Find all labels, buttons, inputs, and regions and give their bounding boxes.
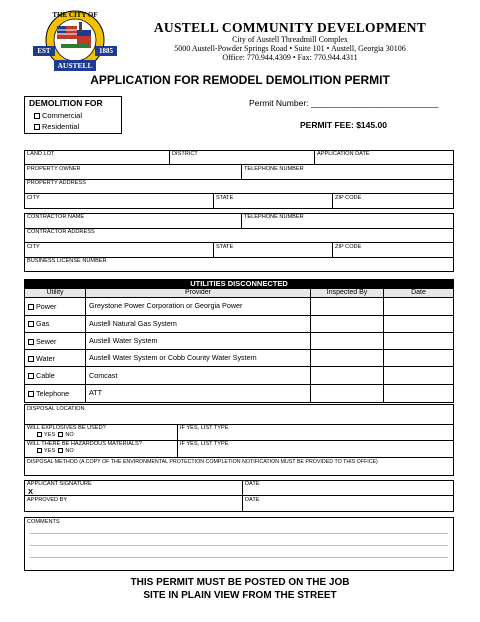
utility-telephone[interactable] — [28, 389, 69, 398]
land-lot-field[interactable]: LAND LOT — [27, 151, 55, 157]
district-field[interactable]: DISTRICT — [172, 151, 198, 157]
utility-water[interactable] — [28, 354, 55, 363]
hazardous-no-label: NO — [65, 448, 74, 454]
permit-fee: PERMIT FEE: $145.00 — [300, 120, 387, 130]
hazardous-question: WILL THERE BE HAZARDOUS MATERIALS? — [27, 441, 142, 447]
demolition-for-heading: DEMOLITION FOR — [29, 98, 103, 108]
org-subtitle: City of Austell Threadmill Complex — [232, 35, 348, 44]
hazardous-no-checkbox[interactable] — [58, 448, 63, 453]
hazardous-options — [37, 448, 74, 455]
col-inspected-by: Inspected By — [326, 289, 368, 296]
signature-date-field[interactable]: DATE — [245, 481, 260, 487]
org-address: 5000 Austell-Powder Springs Road • Suite 101 • Austell, Georgia 30106 — [174, 44, 406, 53]
footer-line-1: THIS PERMIT MUST BE POSTED ON THE JOB — [130, 577, 350, 588]
comments-label: COMMENTS — [27, 519, 60, 525]
explosives-yes-label: YES — [44, 432, 56, 438]
property-city-field[interactable]: CITY — [27, 195, 40, 201]
power-checkbox[interactable] — [28, 304, 34, 310]
utility-gas[interactable] — [28, 319, 49, 328]
explosives-question: WILL EXPLOSIVES BE USED? — [27, 425, 106, 431]
comments-box[interactable] — [24, 517, 454, 571]
col-utility: Utility — [46, 289, 64, 296]
option-commercial[interactable] — [34, 111, 82, 120]
utility-label: Sewer — [36, 337, 57, 346]
provider-cell: Austell Water System or Cobb County Water System — [89, 353, 257, 362]
application-date-field[interactable]: APPLICATION DATE — [317, 151, 370, 157]
seal-year-text: 1885 — [99, 47, 113, 55]
utility-cable[interactable] — [28, 371, 55, 380]
provider-cell: ATT — [89, 388, 103, 397]
provider-cell: Austell Natural Gas System — [89, 319, 177, 328]
org-phone-fax: Office: 770.944.4309 • Fax: 770.944.4311 — [222, 53, 358, 62]
property-zip-field[interactable]: ZIP CODE — [335, 195, 362, 201]
residential-label: Residential — [42, 122, 80, 131]
property-state-field[interactable]: STATE — [216, 195, 234, 201]
residential-checkbox[interactable] — [34, 124, 40, 130]
commercial-label: Commercial — [42, 111, 83, 120]
telephone-checkbox[interactable] — [28, 391, 34, 397]
utilities-title: UTILITIES DISCONNECTED — [190, 279, 288, 288]
explosives-no-checkbox[interactable] — [58, 432, 63, 437]
contractor-zip-field[interactable]: ZIP CODE — [335, 244, 362, 250]
permit-number-field[interactable]: Permit Number: ___________________________ — [249, 98, 439, 108]
approved-date-field[interactable]: DATE — [245, 497, 260, 503]
water-checkbox[interactable] — [28, 356, 34, 362]
hazardous-type-field[interactable]: IF YES, LIST TYPE — [180, 441, 229, 447]
commercial-checkbox[interactable] — [34, 113, 40, 119]
provider-cell: Greystone Power Corporation or Georgia Power — [89, 301, 243, 310]
seal-name-text: AUSTELL — [57, 61, 93, 70]
contractor-telephone-field[interactable]: TELEPHONE NUMBER — [244, 214, 304, 220]
approved-by-field[interactable]: APPROVED BY — [27, 497, 68, 503]
disposal-method-field[interactable]: DISPOSAL METHOD (A COPY OF THE ENVIRONMENTAL PROTECTION COMPLETION NOTIFICATION MUST BE PROVIDED TO THIS OFFICE) — [27, 459, 378, 465]
seal-top-text: THE CITY OF — [52, 11, 98, 19]
option-residential[interactable] — [34, 122, 79, 131]
sewer-checkbox[interactable] — [28, 339, 34, 345]
utility-label: Cable — [36, 371, 55, 380]
provider-cell: Comcast — [89, 371, 118, 380]
col-date: Date — [411, 289, 426, 296]
utility-power[interactable] — [28, 302, 56, 311]
provider-cell: Austell Water System — [89, 336, 158, 345]
page-title: APPLICATION FOR REMODEL DEMOLITION PERMIT — [90, 73, 390, 87]
hazardous-yes-checkbox[interactable] — [37, 448, 42, 453]
explosives-no-label: NO — [65, 432, 74, 438]
explosives-yes-checkbox[interactable] — [37, 432, 42, 437]
seal-est-text: EST — [37, 47, 51, 55]
org-name: AUSTELL COMMUNITY DEVELOPMENT — [153, 20, 427, 35]
gas-checkbox[interactable] — [28, 321, 34, 327]
col-provider: Provider — [184, 289, 212, 296]
applicant-signature-field[interactable]: APPLICANT SIGNATURE — [27, 481, 92, 487]
footer-line-2: SITE IN PLAIN VIEW FROM THE STREET — [143, 590, 337, 601]
contractor-address-field[interactable]: CONTRACTOR ADDRESS — [27, 229, 95, 235]
property-owner-field[interactable]: PROPERTY OWNER — [27, 166, 81, 172]
utility-label: Telephone — [36, 389, 70, 398]
business-license-field[interactable]: BUSINESS LICENSE NUMBER — [27, 258, 107, 264]
cable-checkbox[interactable] — [28, 373, 34, 379]
contractor-city-field[interactable]: CITY — [27, 244, 40, 250]
hazardous-yes-label: YES — [44, 448, 56, 454]
explosives-options — [37, 432, 74, 439]
utility-sewer[interactable] — [28, 337, 56, 346]
owner-telephone-field[interactable]: TELEPHONE NUMBER — [244, 166, 304, 172]
utility-label: Power — [36, 302, 57, 311]
utility-label: Water — [36, 354, 55, 363]
disposal-location-field[interactable]: DISPOSAL LOCATION — [27, 406, 85, 412]
property-address-field[interactable]: PROPERTY ADDRESS — [27, 180, 86, 186]
utility-label: Gas — [36, 319, 50, 328]
signature-x-mark: X — [28, 487, 34, 496]
explosives-type-field[interactable]: IF YES, LIST TYPE — [180, 425, 229, 431]
contractor-state-field[interactable]: STATE — [216, 244, 234, 250]
contractor-name-field[interactable]: CONTRACTOR NAME — [27, 214, 85, 220]
demolition-for-box — [24, 96, 122, 134]
city-seal-logo — [30, 10, 120, 74]
